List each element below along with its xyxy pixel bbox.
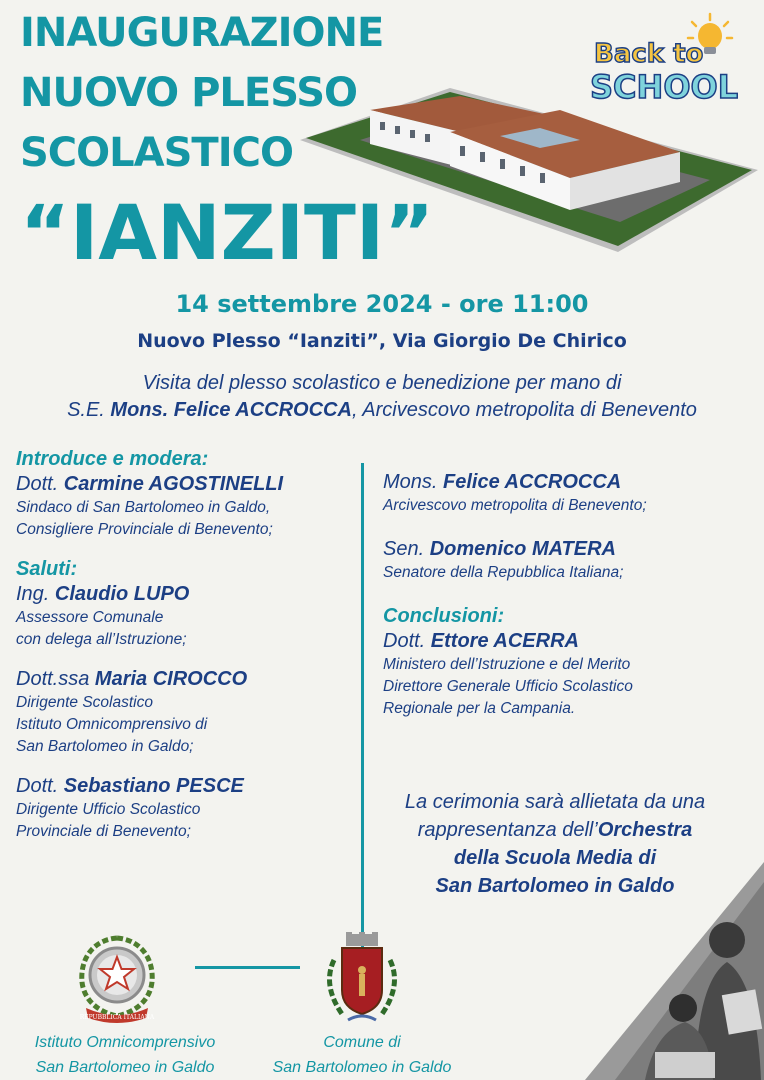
speaker-title: Ing. — [16, 583, 55, 605]
event-place: Nuovo Plesso “Ianziti”, Via Giorgio De Chirico — [137, 330, 627, 352]
comune-crest — [312, 930, 410, 1028]
caption-istituto — [8, 1030, 242, 1080]
speaker-role: Ministero dell’Istruzione e del Merito — [383, 656, 631, 673]
students-photo — [585, 862, 764, 1080]
speaker-role: San Bartolomeo in Galdo; — [16, 738, 194, 755]
ceremony-school: della Scuola Media di — [453, 847, 657, 869]
visit-line-2 — [0, 397, 764, 424]
speaker-role: Direttore Generale Ufficio Scolastico — [383, 678, 633, 695]
speaker-acerra — [383, 604, 753, 720]
speaker-name — [16, 667, 361, 692]
speaker-role: Sindaco di San Bartolomeo in Galdo, — [16, 499, 271, 516]
speaker-surname: Domenico MATERA — [429, 538, 617, 560]
speaker-accrocca — [383, 470, 753, 517]
speaker-title: Mons. — [383, 471, 444, 493]
school-name-title: “IANZITI” — [20, 188, 435, 277]
title-line-1: INAUGURAZIONE — [20, 10, 384, 56]
speaker-surname: Claudio LUPO — [54, 583, 190, 605]
ceremony-orchestra: Orchestra — [597, 819, 693, 841]
vertical-divider — [361, 463, 364, 968]
speakers-left-column — [16, 447, 361, 859]
school-building-illustration — [300, 82, 758, 262]
ceremony-text: rappresentanza dell’ — [417, 819, 598, 841]
speaker-role: Senatore della Repubblica Italiana; — [383, 564, 624, 581]
speaker-surname: Sebastiano PESCE — [63, 775, 244, 797]
speaker-role: Assessore Comunale — [16, 609, 164, 626]
speaker-name — [383, 470, 753, 495]
speaker-agostinelli — [16, 447, 361, 541]
speaker-role: Istituto Omnicomprensivo di — [16, 716, 208, 733]
speaker-role: Consigliere Provinciale di Benevento; — [16, 521, 273, 538]
speaker-surname: Ettore ACERRA — [430, 630, 579, 652]
caption-line: San Bartolomeo in Galdo — [35, 1059, 215, 1076]
speaker-cirocco — [16, 667, 361, 758]
visit-name: Mons. Felice ACCROCCA — [110, 399, 352, 421]
badge-text-school: SCHOOL — [590, 68, 738, 106]
speaker-name — [16, 774, 361, 799]
section-label-saluti: Saluti: — [16, 558, 78, 580]
speakers-right-column — [383, 470, 753, 736]
visit-description — [0, 370, 764, 424]
speaker-role: Dirigente Ufficio Scolastico — [16, 801, 201, 818]
caption-line: Comune di — [323, 1034, 401, 1051]
speaker-surname: Felice ACCROCCA — [443, 471, 622, 493]
speaker-title: Dott. — [383, 630, 431, 652]
speaker-role: Arcivescovo metropolita di Benevento; — [383, 497, 647, 514]
speaker-role: Provinciale di Benevento; — [16, 823, 191, 840]
speaker-role: Regionale per la Campania. — [383, 700, 576, 717]
speaker-pesce — [16, 774, 361, 843]
title-line-2: NUOVO PLESSO — [20, 70, 358, 116]
speaker-role: con delega all’Istruzione; — [16, 631, 187, 648]
event-date: 14 settembre 2024 - ore 11:00 — [175, 290, 589, 318]
speaker-name — [16, 582, 361, 607]
speaker-role: Dirigente Scolastico — [16, 694, 153, 711]
speaker-title: Dott. — [16, 473, 64, 495]
speaker-surname: Carmine AGOSTINELLI — [63, 473, 284, 495]
speaker-name — [16, 472, 361, 497]
speaker-surname: Maria CIROCCO — [94, 668, 248, 690]
visit-suffix: , Arcivescovo metropolita di Benevento — [351, 399, 697, 421]
ceremony-line-2 — [370, 816, 740, 844]
speaker-name — [383, 537, 753, 562]
emblem-ribbon-text: REPUBBLICA ITALIANA — [79, 1014, 155, 1021]
visit-line-1: Visita del plesso scolastico e benedizione per mano di — [142, 372, 622, 394]
ceremony-town: San Bartolomeo in Galdo — [435, 875, 675, 897]
caption-line: Istituto Omnicomprensivo — [34, 1034, 216, 1051]
speaker-title: Dott. — [16, 775, 64, 797]
italian-republic-emblem — [72, 930, 162, 1026]
visit-prefix: S.E. — [67, 399, 111, 421]
section-label-conclusioni: Conclusioni: — [383, 605, 505, 627]
ceremony-line-1: La cerimonia sarà allietata da una — [404, 791, 706, 813]
caption-comune — [252, 1030, 472, 1080]
horizontal-divider — [195, 966, 300, 969]
speaker-lupo — [16, 557, 361, 651]
section-label-introduce: Introduce e modera: — [16, 448, 209, 470]
speaker-matera — [383, 537, 753, 584]
badge-text-back-to: Back to — [594, 39, 704, 69]
title-line-3: SCOLASTICO — [20, 130, 293, 176]
caption-line: San Bartolomeo in Galdo — [272, 1059, 452, 1076]
speaker-name — [383, 629, 753, 654]
speaker-title: Dott.ssa — [16, 668, 95, 690]
speaker-title: Sen. — [383, 538, 430, 560]
